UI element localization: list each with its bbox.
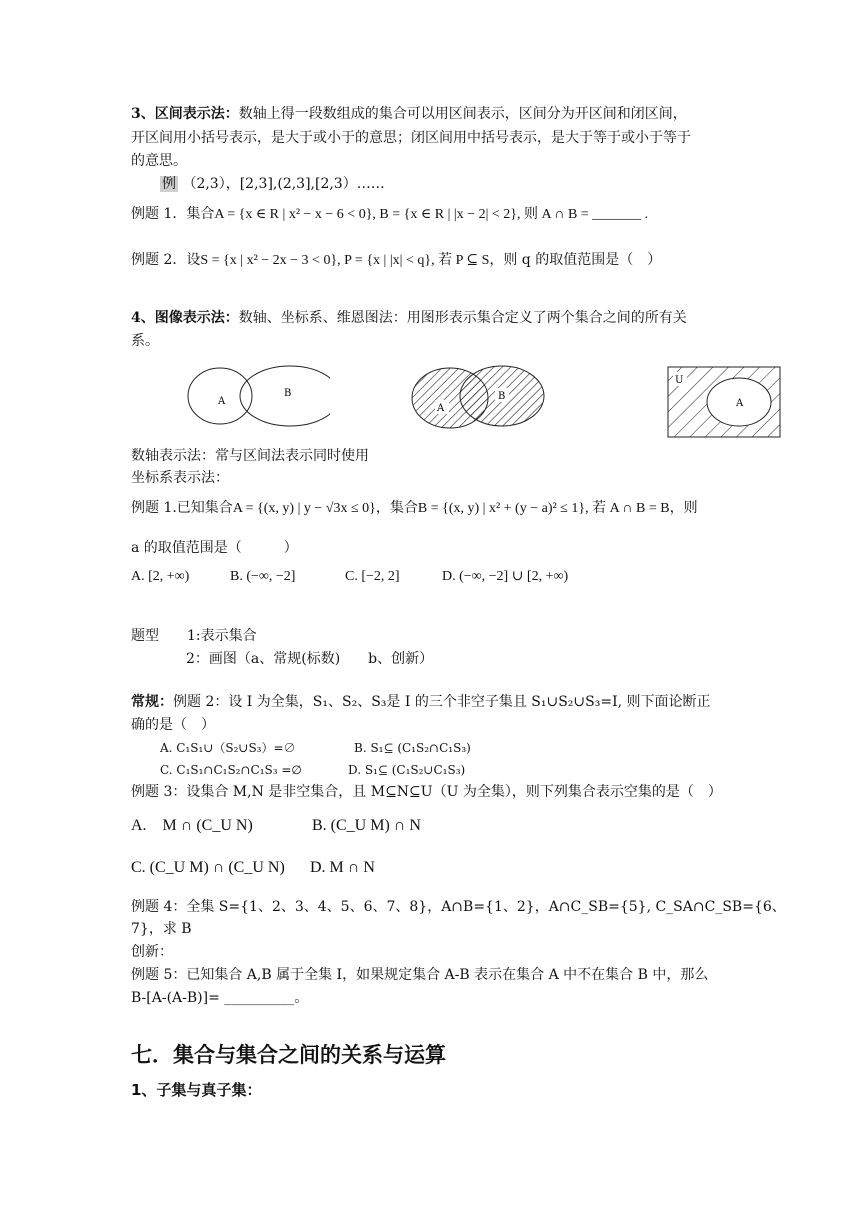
normal-ex2-line1: [131, 692, 711, 712]
ex2-prefix: 例题 2．设: [131, 252, 201, 268]
sec4-ex1-cond: , 若 A ∩ B = B: [585, 501, 670, 516]
types-line1: 题型 1:表示集合: [131, 628, 257, 644]
venn3-label-a: A: [736, 398, 744, 409]
sec4-ex1-mid: ，集合: [375, 500, 418, 516]
example-text: （2,3），[2,3],(2,3],[2,3）……: [178, 176, 385, 192]
sec3-line3: 的意思。: [131, 153, 187, 169]
normal-label: 常规：: [131, 694, 173, 710]
venn-complement: [667, 366, 783, 440]
axis-line: 数轴表示法：常与区间法表示同时使用: [131, 448, 369, 464]
venn1-label-a: A: [218, 396, 226, 407]
sec4-ex1-line2: a 的取值范围是（ ）: [131, 540, 298, 556]
sec4-ex1-prefix: 例题 1.已知集合: [131, 500, 233, 516]
ex5-line2: B-[A-(A-B)]= __________。: [131, 990, 309, 1006]
normal-ex2-line2: 确的是（ ）: [131, 717, 215, 733]
sec4-ex1-setA: A = {(x, y) | y − √3x ≤ 0}: [232, 501, 376, 516]
ex3-option-a: A. M ∩ (C_U N): [131, 817, 253, 834]
sec3-ex1: [131, 204, 648, 225]
sec4-text1: 数轴、坐标系、维恩图法：用图形表示集合定义了两个集合之间的所有关: [238, 310, 687, 326]
sec4-line2: 系。: [131, 333, 159, 349]
ex1-prefix: 例题 1．集合: [131, 206, 215, 222]
ex4-line2: 7}，求 B: [131, 921, 192, 937]
ex3-option-b: B. (C_U M) ∩ N: [312, 817, 421, 834]
ex2-suffix: ，则 q 的取值范围是（ ）: [489, 252, 662, 268]
example-tag: 例: [162, 176, 176, 192]
sec3-title: 3、区间表示法：: [131, 106, 239, 122]
sec4-ex1-end: ，则: [669, 500, 698, 516]
sec7-title: 七．集合与集合之间的关系与运算: [131, 1043, 446, 1067]
option-d: D. (−∞, −2] ∪ [2, +∞): [442, 569, 569, 584]
normal-ex2-text: 例题 2：设 I 为全集，S₁、S₂、S₃是 I 的三个非空子集且 S₁∪S₂∪S₃=I, 则下面论断正: [173, 694, 711, 710]
venn1-label-b: B: [284, 388, 292, 399]
option-c: C. [−2, 2]: [345, 569, 400, 584]
types-line2: 2：画图（a、常规(标数) b、创新）: [186, 651, 434, 667]
sec7-sub1: 1、子集与真子集：: [131, 1081, 262, 1099]
ex3-option-c: C. (C_U M) ∩ (C_U N): [131, 859, 285, 876]
sec3-line2: 开区间用小括号表示，是大于或小于的意思；闭区间用中括号表示，是大于等于或小于等于: [131, 130, 691, 146]
normal-ex3-line: 例题 3：设集合 M,N 是非空集合，且 M⊆N⊆U（U 为全集），则下列集合表示空集的是（ ）: [131, 784, 722, 800]
normal-opt-c: C. C₁S₁∩C₁S₂∩C₁S₃ =∅: [160, 763, 302, 777]
sec4-line1: [131, 308, 687, 328]
venn-union: [405, 362, 555, 432]
sec4-ex1: [131, 498, 698, 519]
ex3-option-d: D. M ∩ N: [310, 859, 375, 876]
sec3-line1: [131, 104, 687, 124]
sec3-example-line: [160, 174, 385, 194]
option-b: B. (−∞, −2]: [230, 569, 296, 584]
normal-opt-d: D. S₁⊆ (C₁S₂∪C₁S₃): [348, 763, 466, 777]
sec3-text1: 数轴上得一段数组成的集合可以用区间表示，区间分为开区间和闭区间，: [238, 106, 687, 122]
normal-opt-b: B. S₁⊆ (C₁S₂∩C₁S₃): [354, 741, 471, 755]
sec4-title: 4、图像表示法：: [131, 310, 239, 326]
sec3-ex2: [131, 250, 661, 271]
venn2-label-b: B: [498, 391, 506, 402]
option-a: A. [2, +∞): [131, 569, 190, 584]
ex5-line1: 例题 5：已知集合 A,B 属于全集 I，如果规定集合 A-B 表示在集合 A 中不在集合 B 中，那么: [131, 967, 709, 983]
venn-intersection: [180, 362, 330, 432]
sec4-ex1-setB: B = {(x, y) | x² + (y − a)² ≤ 1}: [417, 501, 586, 516]
ex4-line1: 例题 4：全集 S={1、2、3、4、5、6、7、8}，A∩B={1、2}，A∩C_SB={5}, C_SA∩C_SB={6、: [131, 899, 786, 915]
creative-label: 创新：: [131, 944, 173, 960]
ex1-math: A = {x ∈ R | x² − x − 6 < 0}, B = {x ∈ R | |x − 2| < 2}, 则 A ∩ B = _______ .: [214, 207, 649, 222]
coord-line: 坐标系表示法：: [131, 470, 229, 486]
normal-opt-a: A. C₁S₁∪（S₂∪S₃）=∅: [160, 741, 296, 755]
venn2-label-a: A: [437, 403, 445, 414]
ex2-math: S = {x | x² − 2x − 3 < 0}, P = {x | |x| < q}, 若 P ⊆ S: [200, 253, 490, 268]
venn3-label-u: U: [675, 375, 684, 386]
